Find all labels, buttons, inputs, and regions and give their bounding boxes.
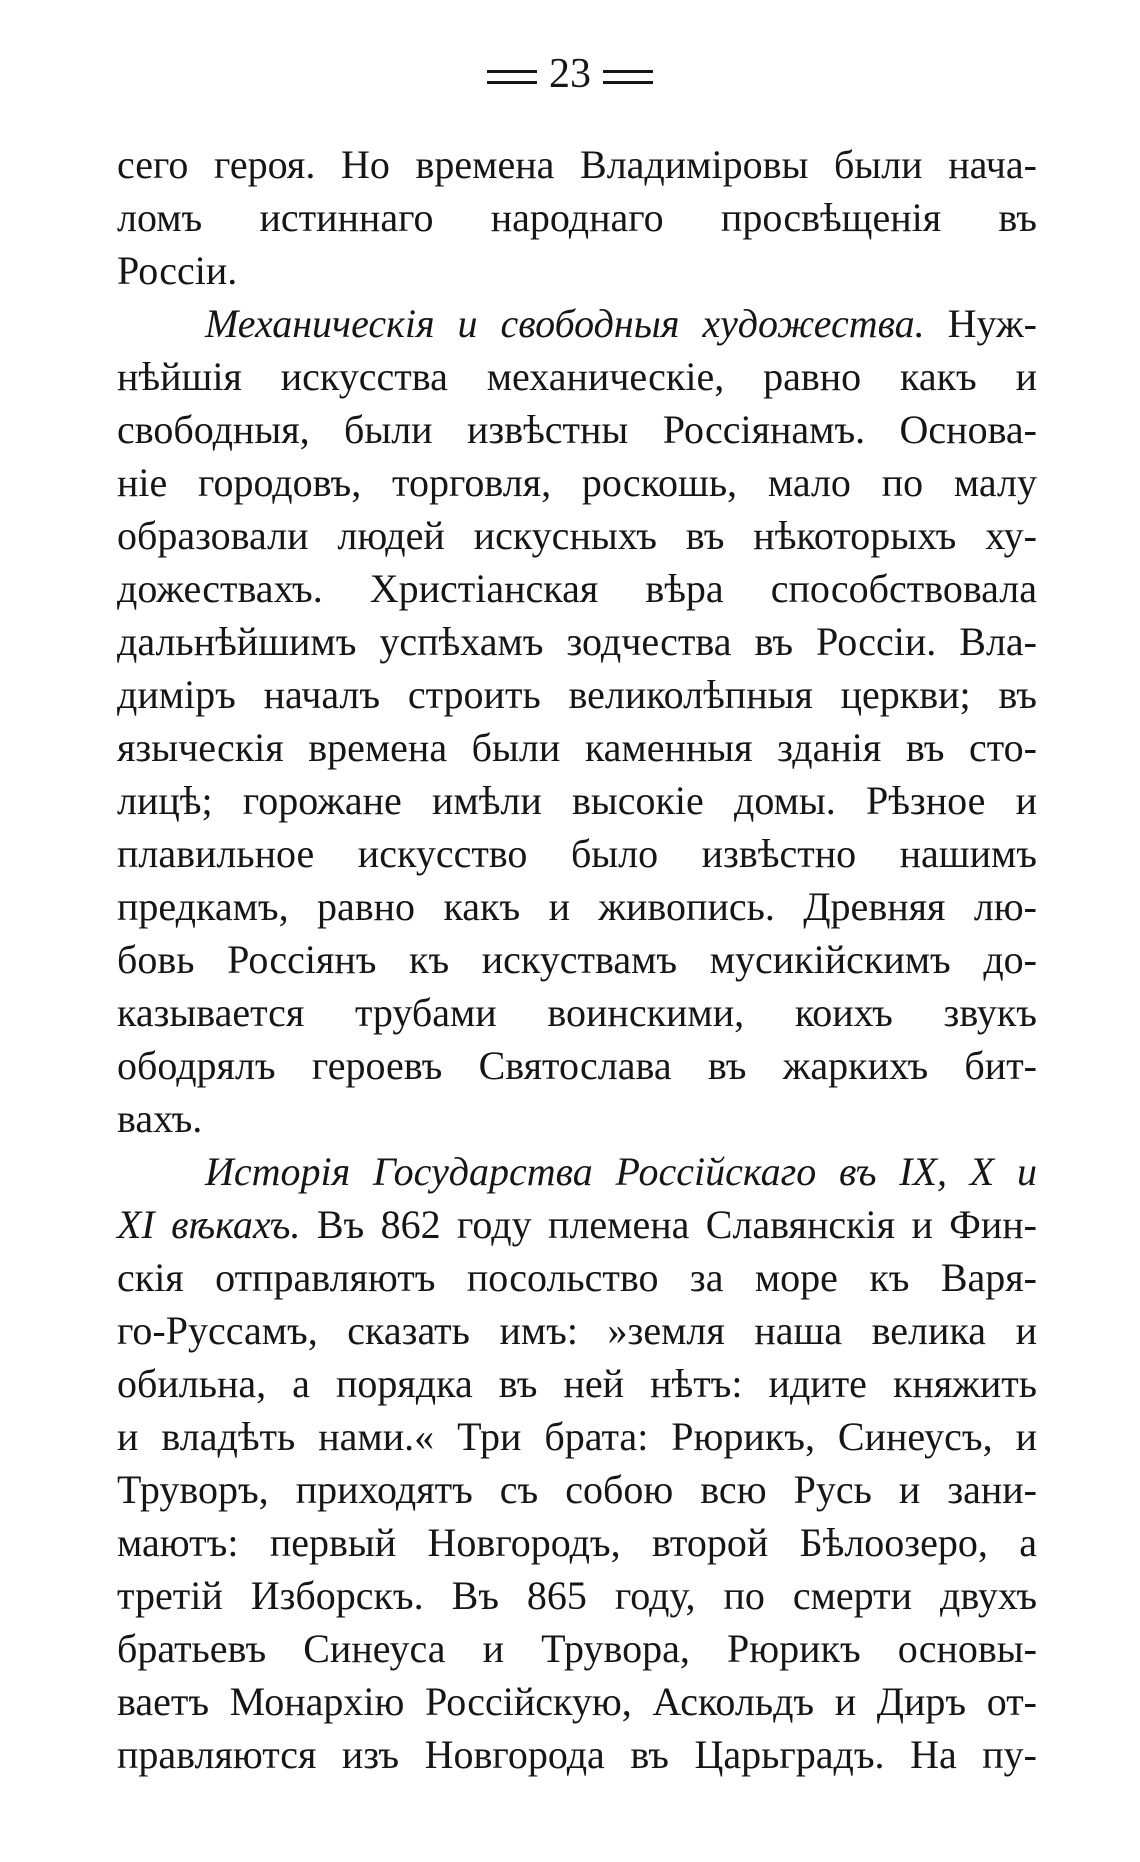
text-line: казывается трубами воинскими, коихъ звукъ <box>117 990 1037 1035</box>
text-line: бовь Россіянъ къ искуствамъ мусикійскимъ до- <box>117 937 1037 982</box>
text-line: плавильное искусство было извѣстно нашимъ <box>117 831 1037 876</box>
text-line: дальнѣйшимъ успѣхамъ зодчества въ Россіи. Вла- <box>117 619 1037 664</box>
text-line: диміръ началъ строить великолѣпныя церкви; въ <box>117 672 1037 717</box>
page-header <box>0 44 1140 104</box>
header-rule-right <box>603 70 653 84</box>
text-line: скія отправляютъ посольство за море къ Варя- <box>117 1255 1037 1300</box>
text-line: ваетъ Монархію Россійскую, Аскольдъ и Диръ от- <box>117 1679 1037 1724</box>
header-rule-left <box>487 70 537 84</box>
text-line: языческія времена были каменныя зданія въ сто- <box>117 725 1037 770</box>
text-line: вахъ. <box>117 1096 203 1141</box>
text-line: предкамъ, равно какъ и живопись. Древняя лю- <box>117 884 1037 929</box>
text-line: дожествахъ. Христіанская вѣра способствовала <box>117 566 1037 611</box>
text-line: третій Изборскъ. Въ 865 году, по смерти двухъ <box>117 1573 1037 1618</box>
section-heading: Механическія и свободныя художества. <box>205 301 925 346</box>
text-line: маютъ: первый Новгородъ, второй Бѣлоозеро, а <box>117 1520 1037 1565</box>
section-heading-line: Механическія и свободныя художества. Нуж- <box>205 301 1037 346</box>
text-line: лицѣ; горожане имѣли высокіе домы. Рѣзное и <box>117 778 1037 823</box>
text-line: го-Руссамъ, сказать имъ: »земля наша велика и <box>117 1308 1037 1353</box>
section-heading: XI вѣкахъ. <box>117 1202 301 1247</box>
text-line: сего героя. Но времена Владиміровы были нача- <box>117 142 1037 187</box>
text-line: свободныя, были извѣстны Россіянамъ. Основа- <box>117 407 1037 452</box>
text-line: ободрялъ героевъ Святослава въ жаркихъ бит- <box>117 1043 1037 1088</box>
text-line: ніе городовъ, торговля, роскошь, мало по малу <box>117 460 1037 505</box>
page-number: 23 <box>549 51 591 97</box>
text-line: нѣйшія искусства механическіе, равно какъ и <box>117 354 1037 399</box>
section-heading-line <box>117 1145 1037 1198</box>
text-line: Труворъ, приходятъ съ собою всю Русь и зани- <box>117 1467 1037 1512</box>
section-heading-line: XI вѣкахъ. Въ 862 году племена Славянскія и Фин- <box>117 1202 1037 1247</box>
text-line: обильна, а порядка въ ней нѣтъ: идите княжить <box>117 1361 1037 1406</box>
text-line: Россіи. <box>117 248 238 293</box>
text-line: и владѣть нами.« Три брата: Рюрикъ, Синеусъ, и <box>117 1414 1037 1459</box>
body-text <box>117 138 1037 1781</box>
text-line: образовали людей искусныхъ въ нѣкоторыхъ ху- <box>117 513 1037 558</box>
section-heading: Исторія Государства Россійскаго въ IX, X и <box>205 1149 1037 1194</box>
text-line: братьевъ Синеуса и Трувора, Рюрикъ основы- <box>117 1626 1037 1671</box>
text-line: правляются изъ Новгорода въ Царьградъ. На пу- <box>117 1732 1037 1777</box>
text-line: ломъ истиннаго народнаго просвѣщенія въ <box>117 195 1037 240</box>
